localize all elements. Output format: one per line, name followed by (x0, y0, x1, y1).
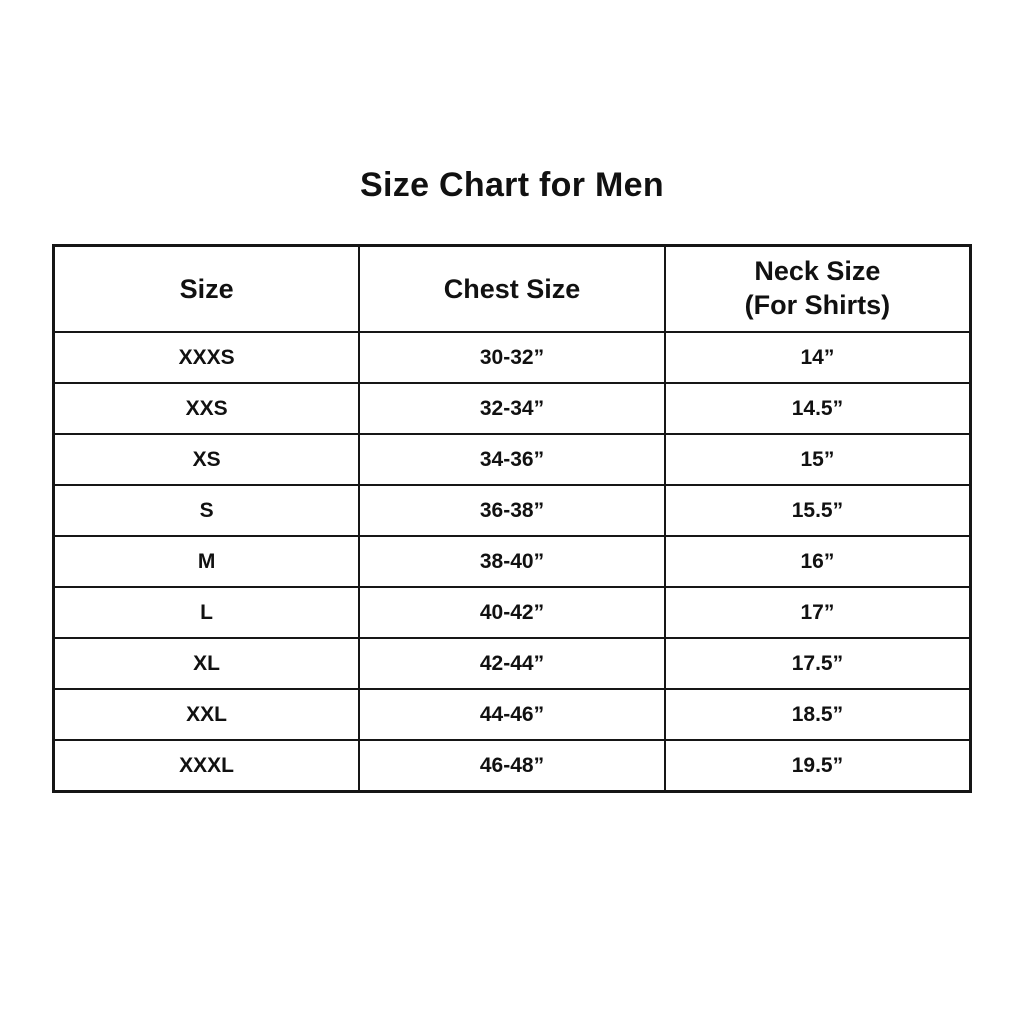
chest-cell: 42-44” (359, 638, 665, 689)
neck-cell: 19.5” (665, 740, 971, 792)
chest-cell: 30-32” (359, 332, 665, 383)
neck-cell: 16” (665, 536, 971, 587)
neck-cell: 15.5” (665, 485, 971, 536)
table-row (54, 740, 971, 792)
size-cell: XL (54, 638, 360, 689)
column-header-neck-line1: Neck Size (754, 256, 881, 287)
neck-cell: 14” (665, 332, 971, 383)
table-row (54, 434, 971, 485)
size-cell: XXXS (54, 332, 360, 383)
neck-cell: 17” (665, 587, 971, 638)
chest-cell: 46-48” (359, 740, 665, 792)
column-header-neck (665, 246, 971, 333)
chest-cell: 34-36” (359, 434, 665, 485)
table-row (54, 638, 971, 689)
size-cell: XS (54, 434, 360, 485)
table-row (54, 587, 971, 638)
column-header-chest: Chest Size (359, 246, 665, 333)
size-cell: M (54, 536, 360, 587)
table-row (54, 536, 971, 587)
table-row (54, 332, 971, 383)
chest-cell: 40-42” (359, 587, 665, 638)
chest-cell: 36-38” (359, 485, 665, 536)
neck-cell: 17.5” (665, 638, 971, 689)
page-title: Size Chart for Men (360, 166, 664, 204)
chest-cell: 44-46” (359, 689, 665, 740)
size-cell: S (54, 485, 360, 536)
neck-cell: 14.5” (665, 383, 971, 434)
size-chart-table (52, 244, 972, 793)
neck-cell: 18.5” (665, 689, 971, 740)
table-row (54, 383, 971, 434)
size-cell: XXL (54, 689, 360, 740)
table-row (54, 689, 971, 740)
chest-cell: 32-34” (359, 383, 665, 434)
chest-cell: 38-40” (359, 536, 665, 587)
size-cell: XXXL (54, 740, 360, 792)
size-cell: L (54, 587, 360, 638)
size-cell: XXS (54, 383, 360, 434)
neck-cell: 15” (665, 434, 971, 485)
column-header-neck-line2: (For Shirts) (744, 290, 891, 320)
header-row (54, 246, 971, 333)
column-header-size: Size (54, 246, 360, 333)
table-row (54, 485, 971, 536)
